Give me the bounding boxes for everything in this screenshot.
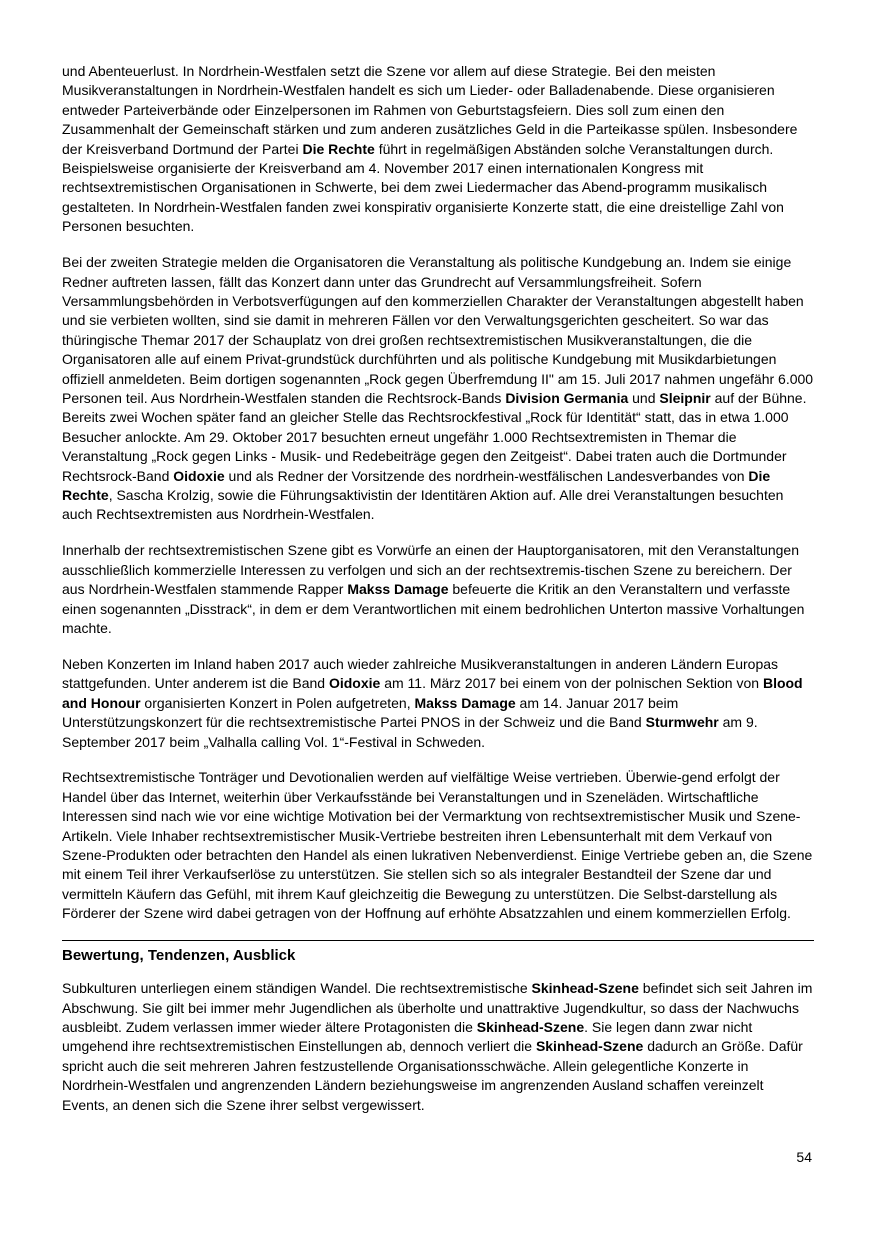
paragraph <box>62 768 814 923</box>
bold-term: Die Rechte <box>62 467 771 504</box>
text-run: Rechtsextremistische Tonträger und Devotionalien werden auf vielfältige Weise vertrieben. Überwie-gend erfolgt der Handel über das Internet, weiterhin über Verkaufsstände bei Veranstaltungen und in Szeneläden. Wirtschaftliche Interessen sind nach wie vor eine wichtige Motivation bei der Vermarktung von rechtsextremistischer Musik und Szene-Artikeln. Viele Inhaber rechtsextremistischer Musik-Vertriebe bestreiten ihren Lebensunterhalt mit dem Verkauf von Szene-Produkten oder betrachten den Handel als einen lukrativen Nebenverdienst. Einige Vertriebe geben an, die Szene mit einem Teil ihrer Verkaufserlöse zu unterstützen. Sie stellen sich so als integraler Bestandteil der Szene dar und vermitteln Käufern das Gefühl, mit ihrem Kauf gleichzeitig die Bewegung zu unterstützen. Die Selbst-darstellung als Förderer der Szene wird dabei getragen von der Hoffnung auf erhöhte Absatzzahlen und einem kommerziellen Erfolg. <box>62 769 813 922</box>
bold-term: Die Rechte <box>302 140 375 157</box>
text-run: , Sascha Krolzig, sowie die Führungsaktivistin der Identitären Aktion auf. Alle drei Veranstaltungen besuchten auch Rechtsextremisten aus Nordrhein-Westfalen. <box>62 487 784 523</box>
text-run: Bei der zweiten Strategie melden die Organisatoren die Veranstaltung als politische Kundgebung an. Indem sie einige Redner auftreten lassen, fällt das Konzert dann unter das Grundrecht auf Versammlungsfreiheit. Sofern Versammlungsbehörden in Verbotsverfügungen auf den kommerziellen Charakter der Veranstaltungen abgestellt haben und sie verbieten wollten, sind sie damit in mehreren Fällen vor den Verwaltungsgerichten gescheitert. So war das thüringische Themar 2017 der Schauplatz von drei großen rechtsextremistischen Musikveranstaltungen, die die Organisatoren alle auf einem Privat-grundstück durchführten und als politische Kundgebung mit Musikdarbietungen offiziell anmeldeten. Beim dortigen sogenannten „Rock gegen Überfremdung II" am 15. Juli 2017 nahmen ungefähr 6.000 Personen teil. Aus Nordrhein-Westfalen standen die Rechtsrock-Bands <box>62 254 814 406</box>
text-run: . Sie legen dann zwar nicht umgehend ihre rechtsextremistischen Einstellungen ab, dennoch verliert die <box>62 1018 753 1055</box>
text-run: am 11. März 2017 bei einem von der polnischen Sektion von <box>380 675 763 692</box>
text-run: befeuerte die Kritik an den Veranstaltern und verfasste einen sogenannten „Disstrack“, in dem er dem Verantwortlichen mit einem bedrohlichen Unterton massive Vorhaltungen machte. <box>62 581 805 636</box>
text-run: führt in regelmäßigen Abständen solche Veranstaltungen durch. Beispielsweise organisierte der Kreisverband am 4. November 2017 einen internationalen Kongress mit rechtsextremistischen Organisationen in Schwerte, bei dem zwei Liedermacher das Abend-programm musikalisch gestalteten. In Nordrhein-Westfalen fanden zwei konspirativ organisierte Konzerte statt, die eine dreistellige Zahl von Personen besuchten. <box>62 140 784 235</box>
text-run: Innerhalb der rechtsextremistischen Szene gibt es Vorwürfe an einen der Hauptorganisatoren, mit den Veranstaltungen ausschließlich kommerzielle Interessen zu verfolgen und sich an der rechtsextremis-tischen Szene zu bereichern. Der aus Nordrhein-Westfalen stammende Rapper <box>62 542 799 598</box>
bold-term: Sturmwehr <box>645 714 719 731</box>
text-run: am 9. September 2017 beim „Valhalla calling Vol. 1“-Festival in Schweden. <box>62 714 758 750</box>
bold-term: Makss Damage <box>414 694 516 711</box>
section-divider <box>62 940 814 941</box>
section-heading: Bewertung, Tendenzen, Ausblick <box>62 947 296 965</box>
paragraph <box>62 253 814 525</box>
bold-term: Makss Damage <box>347 581 449 598</box>
section-text <box>62 979 814 1115</box>
text-run: organisierten Konzert in Polen aufgetreten, <box>140 694 415 711</box>
bold-term: Skinhead-Szene <box>476 1018 585 1035</box>
text-run: am 14. Januar 2017 beim Unterstützungskonzert für die rechtsextremistische Partei PNOS in der Schweiz und die Band <box>62 694 679 731</box>
text-run: befindet sich seit Jahren im Abschwung. Sie gilt bei immer mehr Jugendlichen als überholte und unattraktive Jugendkultur, so dass der Nachwuchs ausbleibt. Zudem verlassen immer wieder ältere Protagonisten die <box>62 980 813 1035</box>
page-number: 54 <box>796 1149 812 1165</box>
paragraph <box>62 541 814 638</box>
paragraph <box>62 979 814 1115</box>
bold-term: Skinhead-Szene <box>535 1038 644 1055</box>
page-content <box>62 62 814 1132</box>
text-run: dadurch an Größe. Dafür spricht auch die seit mehreren Jahren festzustellende Organisationsschwäche. Allein gelegentliche Konzerte in Nordrhein-Westfalen und angrenzenden Ländern beziehungsweise im angrenzenden Ausland schaffen vereinzelt Events, an denen sich die Szene ihrer selbst vergewissert. <box>62 1038 803 1113</box>
bold-term: Blood and Honour <box>62 675 803 711</box>
text-run: und Abenteuerlust. In Nordrhein-Westfalen setzt die Szene vor allem auf diese Strategie. Bei den meisten Musikveranstaltungen in Nordrhein-Westfalen handelt es sich um Lieder- oder Balladenabende. Diese organisieren entweder Parteiverbände oder Einzelpersonen im Rahmen von Geburtstagsfeiern. Dies soll zum einen den Zusammenhalt der Gemeinschaft stärken und zum anderen zusätzliches Geld in die Parteikasse spülen. Insbesondere der Kreisverband Dortmund der Partei <box>62 63 798 157</box>
text-run: Neben Konzerten im Inland haben 2017 auch wieder zahlreiche Musikveranstaltungen in anderen Ländern Europas stattgefunden. Unter anderem ist die Band <box>62 655 779 692</box>
paragraph <box>62 655 814 752</box>
bold-term: Division Germania <box>505 390 629 406</box>
bold-term: Oidoxie <box>328 675 381 692</box>
text-run: und als Redner der Vorsitzende des nordrhein-westfälischen Landesverbandes von <box>224 467 749 484</box>
paragraph <box>62 62 814 237</box>
bold-term: Sleipnir <box>659 390 711 406</box>
text-run: auf der Bühne. Bereits zwei Wochen später fand an gleicher Stelle das Rechtsrockfestival „Rock für Identität“ statt, das in etwa 1.000 Besucher anlockte. Am 29. Oktober 2017 besuchten erneut ungefähr 1.000 Rechtsextremisten in Themar die Veranstaltung „Rock gegen Links - Musik- und Redebeiträge gegen den Zeitgeist“. Dabei traten auch die Dortmunder Rechtsrock-Band <box>62 390 807 484</box>
text-run: Subkulturen unterliegen einem ständigen Wandel. Die rechtsextremistische <box>62 980 532 997</box>
bold-term: Skinhead-Szene <box>531 980 639 997</box>
body-text <box>62 62 814 924</box>
bold-term: Oidoxie <box>173 467 225 484</box>
text-run: und <box>628 390 660 406</box>
